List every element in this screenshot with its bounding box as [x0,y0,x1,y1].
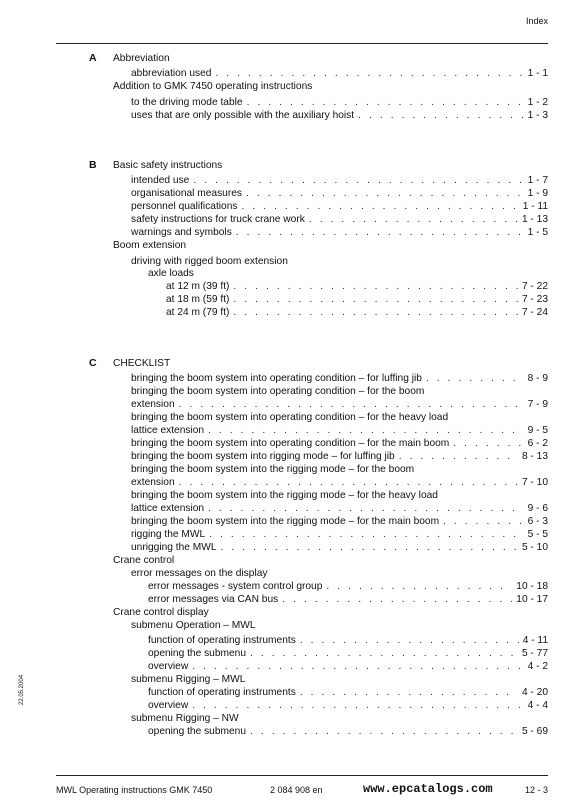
entry-label: extension [131,477,175,488]
entry-label: Crane control display [113,607,209,618]
index-entry[interactable] [148,686,548,699]
entry-label: intended use [131,175,190,186]
dot-leader [426,372,524,385]
index-entry[interactable] [148,580,548,593]
index-heading [113,357,548,370]
entry-page-ref: 7 - 23 [521,294,548,305]
dot-leader [208,424,524,437]
entry-page-ref: 7 - 9 [527,399,548,410]
entry-label: lattice extension [131,425,205,436]
dot-leader [246,187,524,200]
entry-page-ref: 4 - 20 [521,687,548,698]
entry-label: submenu Operation – MWL [131,620,256,631]
entry-label: bringing the boom system into operating condition – for the boom [131,386,425,397]
index-entry[interactable] [148,725,548,738]
entry-label: overview [148,661,189,672]
entry-label: opening the submenu [148,648,246,659]
index-entry[interactable] [131,96,548,109]
index-entry[interactable] [131,450,548,463]
index-heading [113,159,548,172]
entry-label: lattice extension [131,503,205,514]
index-entry[interactable] [148,634,548,647]
index-entry[interactable] [148,660,548,673]
footer-watermark-url[interactable]: www.epcatalogs.com [363,782,493,796]
dot-leader [221,541,518,554]
entry-label: Boom extension [113,240,187,251]
entry-label: to the driving mode table [131,97,243,108]
index-entry[interactable] [131,398,548,411]
entry-page-ref: 5 - 10 [521,542,548,553]
entry-label: bringing the boom system into operating condition – for the main boom [131,438,450,449]
dot-leader [453,437,523,450]
index-entry[interactable] [131,200,548,213]
index-entry[interactable] [131,437,548,450]
section-letter: B [89,159,97,171]
entry-page-ref: 7 - 22 [521,281,548,292]
dot-leader [193,174,523,187]
footer-document-number: 2 084 908 en [270,785,323,795]
entry-page-ref: 4 - 11 [522,635,548,646]
entry-label: function of operating instruments [148,635,296,646]
dot-leader [192,660,523,673]
entry-label: bringing the boom system into the rigging mode – for the main boom [131,516,440,527]
entry-label: uses that are only possible with the auxiliary hoist [131,110,355,121]
header-rule [56,43,548,44]
index-entry[interactable] [131,187,548,200]
dot-leader [192,699,523,712]
index-entry[interactable] [131,528,548,541]
dot-leader [179,398,524,411]
side-date: 22.05.2004 [19,674,25,705]
entry-page-ref: 8 - 13 [521,451,548,462]
dot-leader [247,96,524,109]
footer-rule [56,775,548,776]
index-heading [113,52,548,65]
dot-leader [358,109,523,122]
index-entry[interactable] [131,109,548,122]
entry-page-ref: 1 - 3 [527,110,548,121]
entry-label: overview [148,700,189,711]
entry-label: Addition to GMK 7450 operating instructions [113,81,313,92]
index-entry[interactable] [131,476,548,489]
dot-leader [233,280,518,293]
index-entry[interactable] [131,226,548,239]
entry-label: Basic safety instructions [113,160,223,171]
index-entry[interactable] [131,213,548,226]
footer-document-title: MWL Operating instructions GMK 7450 [56,785,213,795]
dot-leader [300,634,519,647]
entry-label: error messages - system control group [148,581,323,592]
dot-leader [241,200,518,213]
index-entry[interactable] [148,699,548,712]
index-entry[interactable] [148,593,548,606]
entry-label: bringing the boom system into the rigging mode – for the boom [131,464,415,475]
entry-label: submenu Rigging – NW [131,713,239,724]
index-entry[interactable] [131,502,548,515]
dot-leader [215,67,523,80]
index-heading [131,411,548,424]
index-heading [131,567,548,580]
entry-label: function of operating instruments [148,687,296,698]
dot-leader [209,528,523,541]
entry-label: at 12 m (39 ft) [166,281,230,292]
footer-page-number: 12 - 3 [524,785,548,795]
entry-page-ref: 4 - 2 [527,661,548,672]
entry-page-ref: 1 - 9 [527,188,548,199]
entry-label: organisational measures [131,188,242,199]
section-letter: C [89,357,97,369]
index-heading [148,267,548,280]
dot-leader [236,226,524,239]
entry-label: rigging the MWL [131,529,206,540]
index-heading [113,606,548,619]
entry-page-ref: 9 - 6 [527,503,548,514]
entry-page-ref: 5 - 5 [527,529,548,540]
dot-leader [326,580,512,593]
index-entry[interactable] [131,174,548,187]
index-entry[interactable] [166,280,548,293]
entry-page-ref: 8 - 9 [527,373,548,384]
dot-leader [443,515,524,528]
entry-label: error messages on the display [131,568,268,579]
entry-label: warnings and symbols [131,227,232,238]
entry-label: personnel qualifications [131,201,238,212]
entry-label: bringing the boom system into the rigging mode – for the heavy load [131,490,438,501]
entry-label: CHECKLIST [113,358,171,369]
entry-page-ref: 6 - 2 [527,438,548,449]
entry-label: unrigging the MWL [131,542,217,553]
index-heading [131,463,548,476]
section-letter: A [89,52,97,64]
entry-label: driving with rigged boom extension [131,256,288,267]
index-entry[interactable] [166,293,548,306]
entry-page-ref: 10 - 17 [516,594,548,605]
index-heading [113,239,548,252]
entry-label: extension [131,399,175,410]
dot-leader [399,450,518,463]
dot-leader [233,306,518,319]
entry-page-ref: 1 - 13 [521,214,548,225]
entry-page-ref: 9 - 5 [527,425,548,436]
dot-leader [250,725,518,738]
entry-page-ref: 6 - 3 [527,516,548,527]
entry-label: at 24 m (79 ft) [166,307,230,318]
index-entry[interactable] [131,372,548,385]
index-entry[interactable] [131,541,548,554]
entry-label: abbreviation used [131,68,212,79]
entry-page-ref: 10 - 18 [516,581,548,592]
index-heading [113,554,548,567]
entry-page-ref: 7 - 10 [521,477,548,488]
index-heading [131,712,548,725]
entry-page-ref: 1 - 5 [527,227,548,238]
entry-label: opening the submenu [148,726,246,737]
page-header-title: Index [525,16,548,26]
index-heading [131,489,548,502]
entry-label: bringing the boom system into operating condition – for the heavy load [131,412,449,423]
index-heading [113,80,548,93]
index-heading [131,619,548,632]
dot-leader [179,476,518,489]
entry-page-ref: 5 - 69 [521,726,548,737]
dot-leader [300,686,518,699]
dot-leader [282,593,512,606]
index-entry[interactable] [131,424,548,437]
dot-leader [233,293,518,306]
entry-label: Crane control [113,555,175,566]
index-heading [131,673,548,686]
index-heading [131,385,548,398]
entry-page-ref: 1 - 11 [522,201,548,212]
entry-label: submenu Rigging – MWL [131,674,246,685]
entry-label: at 18 m (59 ft) [166,294,230,305]
entry-page-ref: 1 - 2 [527,97,548,108]
dot-leader [250,647,518,660]
index-entry[interactable] [131,515,548,528]
index-entry[interactable] [148,647,548,660]
entry-label: axle loads [148,268,194,279]
entry-label: safety instructions for truck crane work [131,214,305,225]
entry-page-ref: 5 - 77 [521,648,548,659]
entry-page-ref: 1 - 1 [527,68,548,79]
entry-label: bringing the boom system into rigging mode – for luffing jib [131,451,395,462]
entry-page-ref: 7 - 24 [521,307,548,318]
index-entry[interactable] [131,67,548,80]
dot-leader [309,213,518,226]
entry-label: error messages via CAN bus [148,594,279,605]
dot-leader [208,502,524,515]
index-entry[interactable] [166,306,548,319]
entry-page-ref: 1 - 7 [527,175,548,186]
entry-label: Abbreviation [113,53,170,64]
entry-page-ref: 4 - 4 [527,700,548,711]
entry-label: bringing the boom system into operating condition – for luffing jib [131,373,422,384]
